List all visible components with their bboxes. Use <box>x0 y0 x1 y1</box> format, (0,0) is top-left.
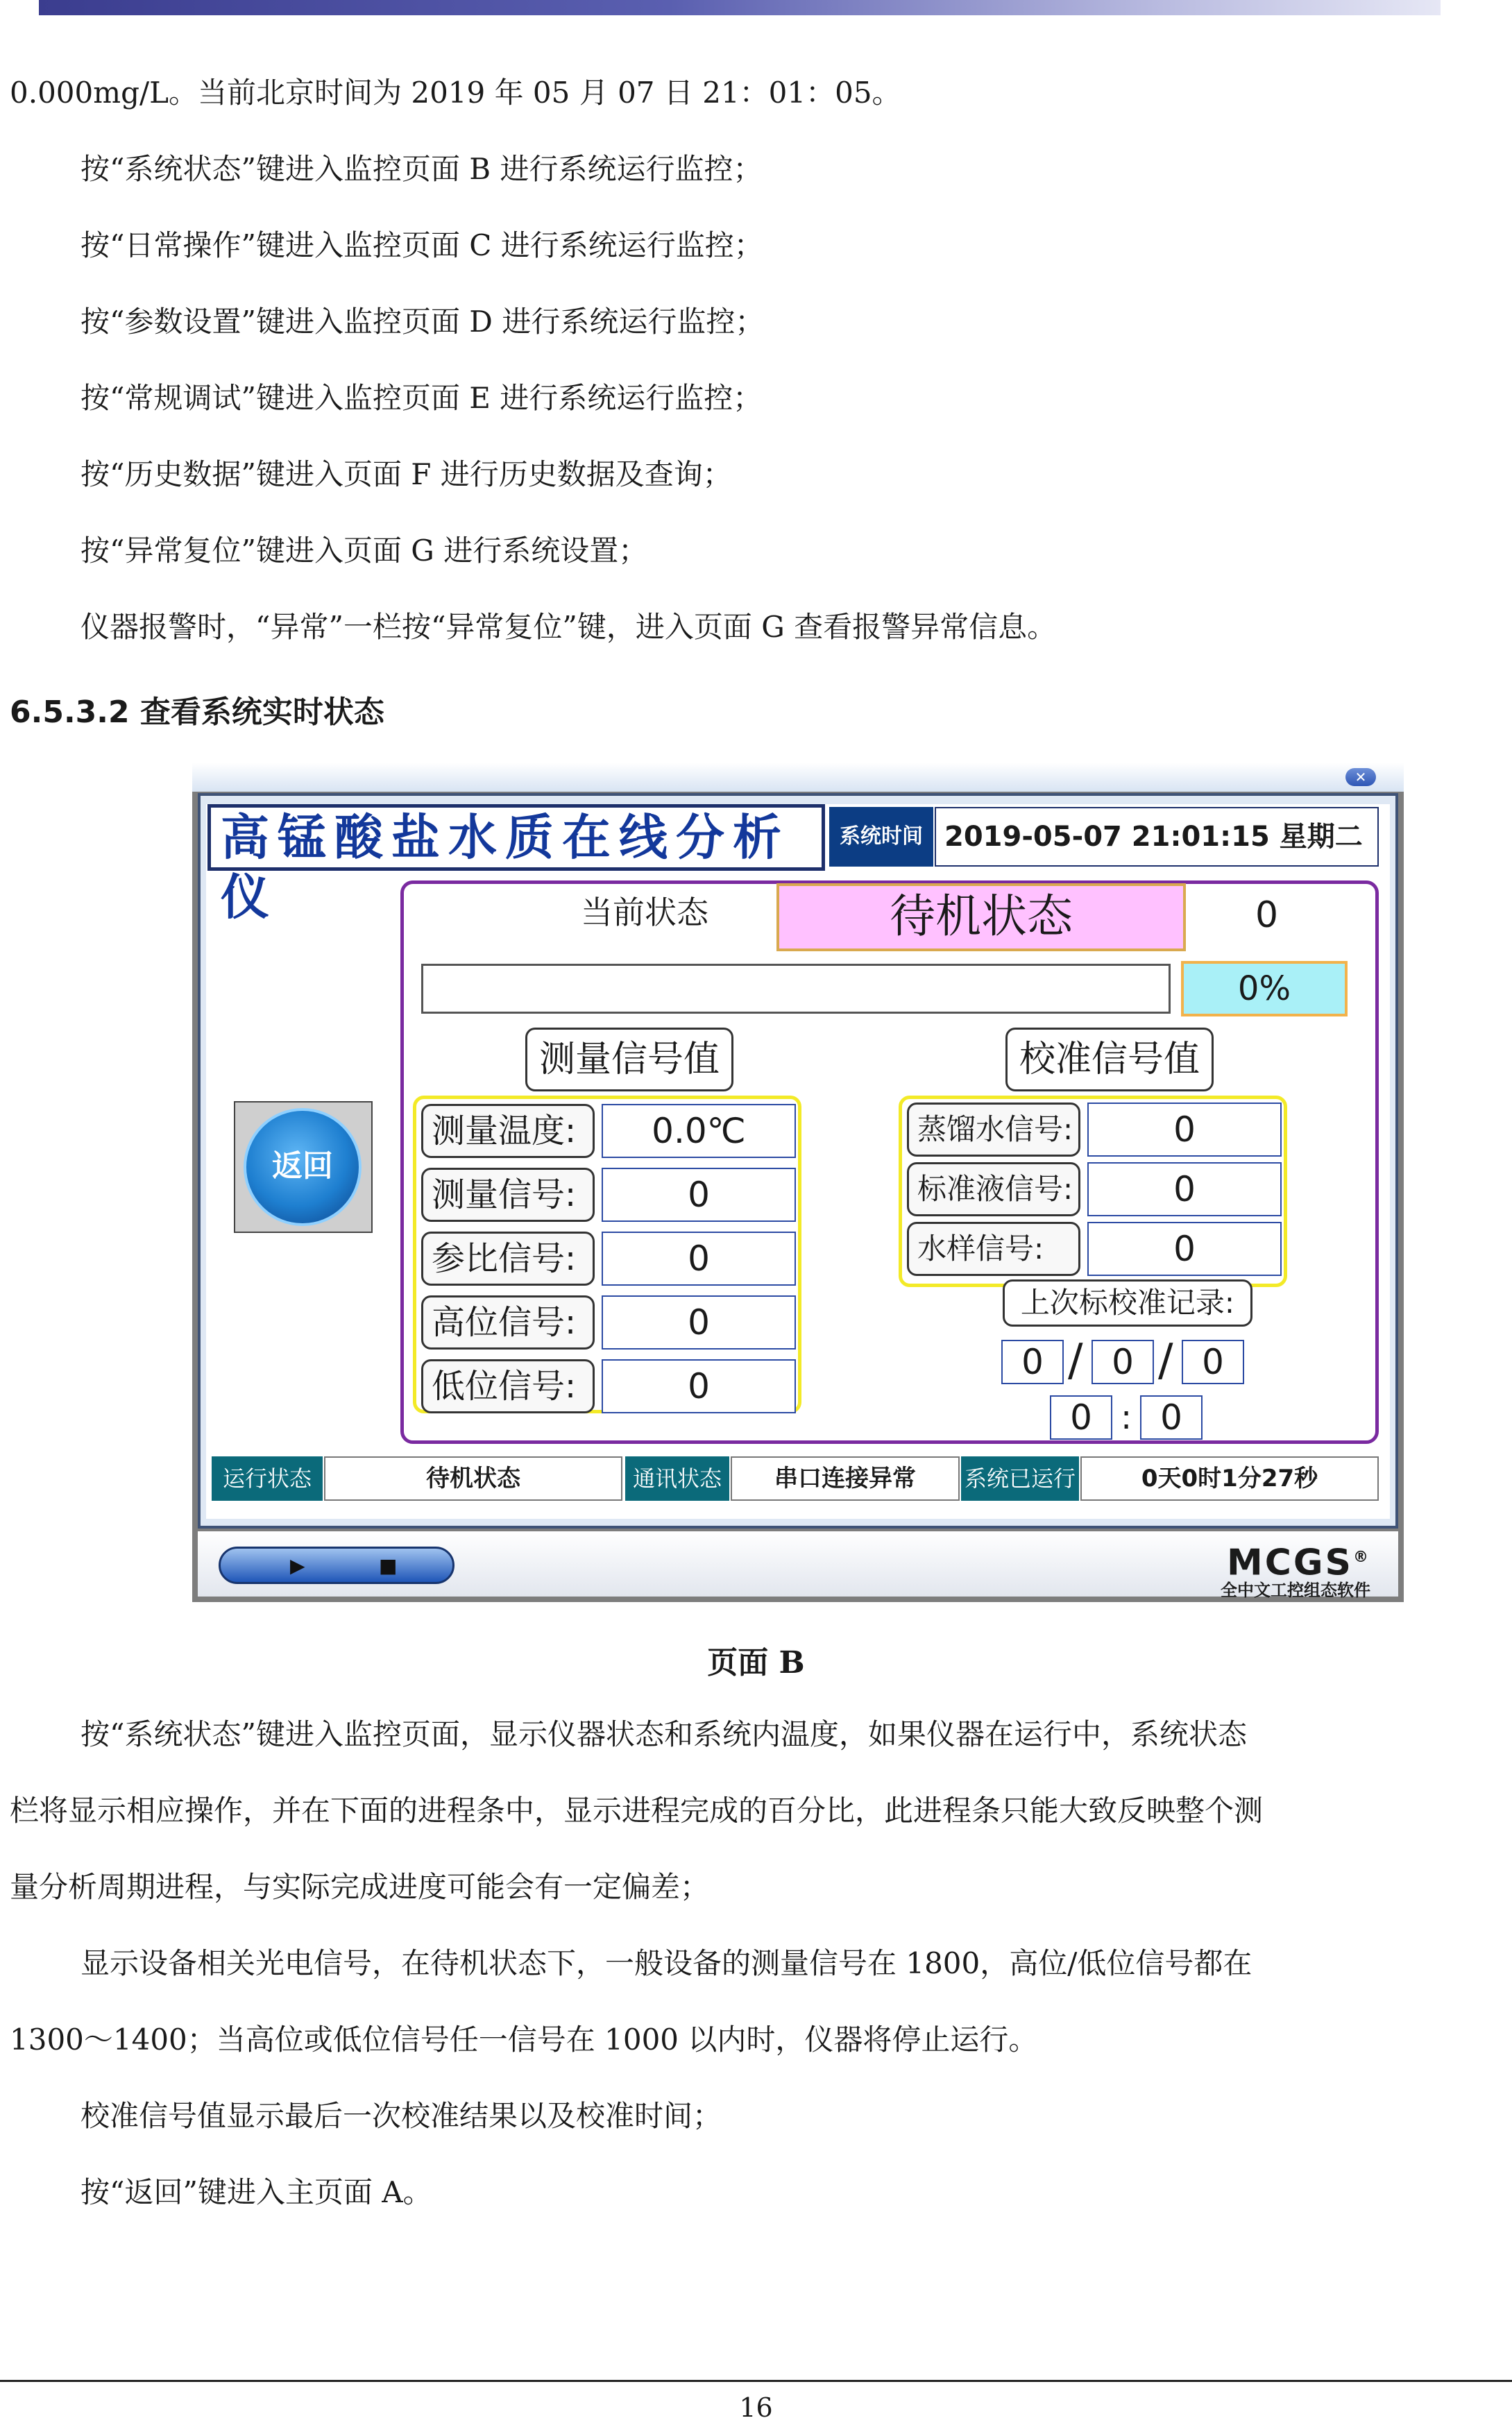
standard-solution-signal-label: 标准液信号: <box>907 1162 1080 1216</box>
run-status-value: 待机状态 <box>324 1456 622 1501</box>
paragraph: 校准信号值显示最后一次校准结果以及校准时间； <box>80 2099 722 2133</box>
measure-temp-value: 0.0℃ <box>602 1104 796 1158</box>
run-status-label: 运行状态 <box>212 1456 323 1501</box>
water-sample-signal-value: 0 <box>1087 1222 1282 1276</box>
last-calib-date-part: 0 <box>1091 1340 1154 1384</box>
water-sample-signal-label: 水样信号: <box>907 1222 1080 1276</box>
last-calib-time-part: 0 <box>1140 1395 1203 1440</box>
window-titlebar <box>192 763 1404 792</box>
paragraph: 栏将显示相应操作，并在下面的进程条中，显示进程完成的百分比，此进程条只能大致反映整个测 <box>10 1794 1264 1828</box>
progress-bar <box>421 964 1171 1014</box>
comm-status-label: 通讯状态 <box>625 1456 729 1501</box>
measure-signal-label: 测量信号: <box>421 1168 595 1222</box>
last-calib-time-part: 0 <box>1050 1395 1112 1440</box>
low-level-signal-value: 0 <box>602 1359 796 1413</box>
standard-solution-signal-value: 0 <box>1087 1162 1282 1216</box>
system-time-label: 系统时间 <box>829 807 933 867</box>
calib-group-title: 校准信号值 <box>1005 1028 1214 1091</box>
distilled-water-signal-label: 蒸馏水信号: <box>907 1103 1080 1157</box>
time-separator: : <box>1121 1398 1132 1437</box>
uptime-value: 0天0时1分27秒 <box>1080 1456 1379 1501</box>
measure-group-title: 测量信号值 <box>525 1028 733 1091</box>
date-separator: / <box>1158 1335 1173 1386</box>
current-status-label: 当前状态 <box>581 894 708 931</box>
distilled-water-signal-value: 0 <box>1087 1103 1282 1157</box>
back-button-label[interactable]: 返回 <box>244 1108 362 1226</box>
date-separator: / <box>1068 1335 1083 1386</box>
playback-control <box>219 1547 455 1584</box>
last-calib-date-part: 0 <box>1182 1340 1244 1384</box>
high-level-signal-value: 0 <box>602 1295 796 1350</box>
close-icon[interactable]: ✕ <box>1345 768 1376 786</box>
low-level-signal-label: 低位信号: <box>421 1359 595 1413</box>
paragraph: 1300～1400；当高位或低位信号任一信号在 1000 以内时，仪器将停止运行。 <box>10 2023 1038 2057</box>
paragraph: 量分析周期进程，与实际完成进度可能会有一定偏差； <box>10 1870 710 1904</box>
stop-icon[interactable]: ■ <box>379 1554 398 1577</box>
progress-percent: 0% <box>1181 961 1348 1016</box>
last-calibration-label: 上次标校准记录: <box>1003 1279 1252 1327</box>
paragraph: 按“日常操作”键进入监控页面 C 进行系统运行监控； <box>80 228 763 262</box>
section-heading: 6.5.3.2 查看系统实时状态 <box>10 695 384 730</box>
figure-caption: 页面 B <box>707 1645 805 1680</box>
uptime-label: 系统已运行 <box>961 1456 1079 1501</box>
last-calib-date-part: 0 <box>1001 1340 1064 1384</box>
reference-signal-value: 0 <box>602 1232 796 1286</box>
paragraph: 按“异常复位”键进入页面 G 进行系统设置； <box>80 534 648 568</box>
header-decoration-bar <box>39 0 1441 15</box>
play-icon[interactable]: ▶ <box>290 1554 305 1577</box>
current-status-value: 待机状态 <box>776 883 1186 951</box>
high-level-signal-label: 高位信号: <box>421 1295 595 1350</box>
footer-rule <box>0 2380 1512 2382</box>
paragraph: 按“常规调试”键进入监控页面 E 进行系统运行监控； <box>80 381 763 415</box>
paragraph: 按“参数设置”键进入监控页面 D 进行系统运行监控； <box>80 305 765 339</box>
reference-signal-label: 参比信号: <box>421 1232 595 1286</box>
back-button[interactable] <box>234 1101 373 1233</box>
brand-name: MCGS <box>1226 1542 1353 1584</box>
runtime-toolbar <box>198 1531 1398 1601</box>
mcgs-logo <box>1221 1540 1370 1600</box>
measure-signal-value: 0 <box>602 1168 796 1222</box>
paragraph: 按“系统状态”键进入监控页面 B 进行系统运行监控； <box>80 152 763 186</box>
hmi-screen <box>192 763 1404 1602</box>
page-number: 16 <box>739 2392 773 2423</box>
paragraph: 按“返回”键进入主页面 A。 <box>80 2175 432 2209</box>
paragraph: 显示设备相关光电信号，在待机状态下，一般设备的测量信号在 1800，高位/低位信号都在 <box>80 1946 1252 1980</box>
comm-status-value: 串口连接异常 <box>731 1456 960 1501</box>
measure-temp-label: 测量温度: <box>421 1104 595 1158</box>
status-number: 0 <box>1255 894 1279 936</box>
paragraph: 按“系统状态”键进入监控页面，显示仪器状态和系统内温度，如果仪器在运行中，系统状态 <box>80 1717 1247 1751</box>
registered-mark: ® <box>1353 1549 1370 1566</box>
paragraph: 按“历史数据”键进入页面 F 进行历史数据及查询； <box>80 457 732 491</box>
system-time-value: 2019-05-07 21:01:15 星期二 <box>935 807 1379 867</box>
paragraph: 仪器报警时，“异常”一栏按“异常复位”键，进入页面 G 查看报警异常信息。 <box>80 610 1057 644</box>
paragraph: 0.000mg/L。当前北京时间为 2019 年 05 月 07 日 21：01：05。 <box>10 76 901 110</box>
app-title: 高锰酸盐水质在线分析仪 <box>207 804 825 871</box>
brand-subtitle: 全中文工控组态软件 <box>1221 1581 1370 1601</box>
